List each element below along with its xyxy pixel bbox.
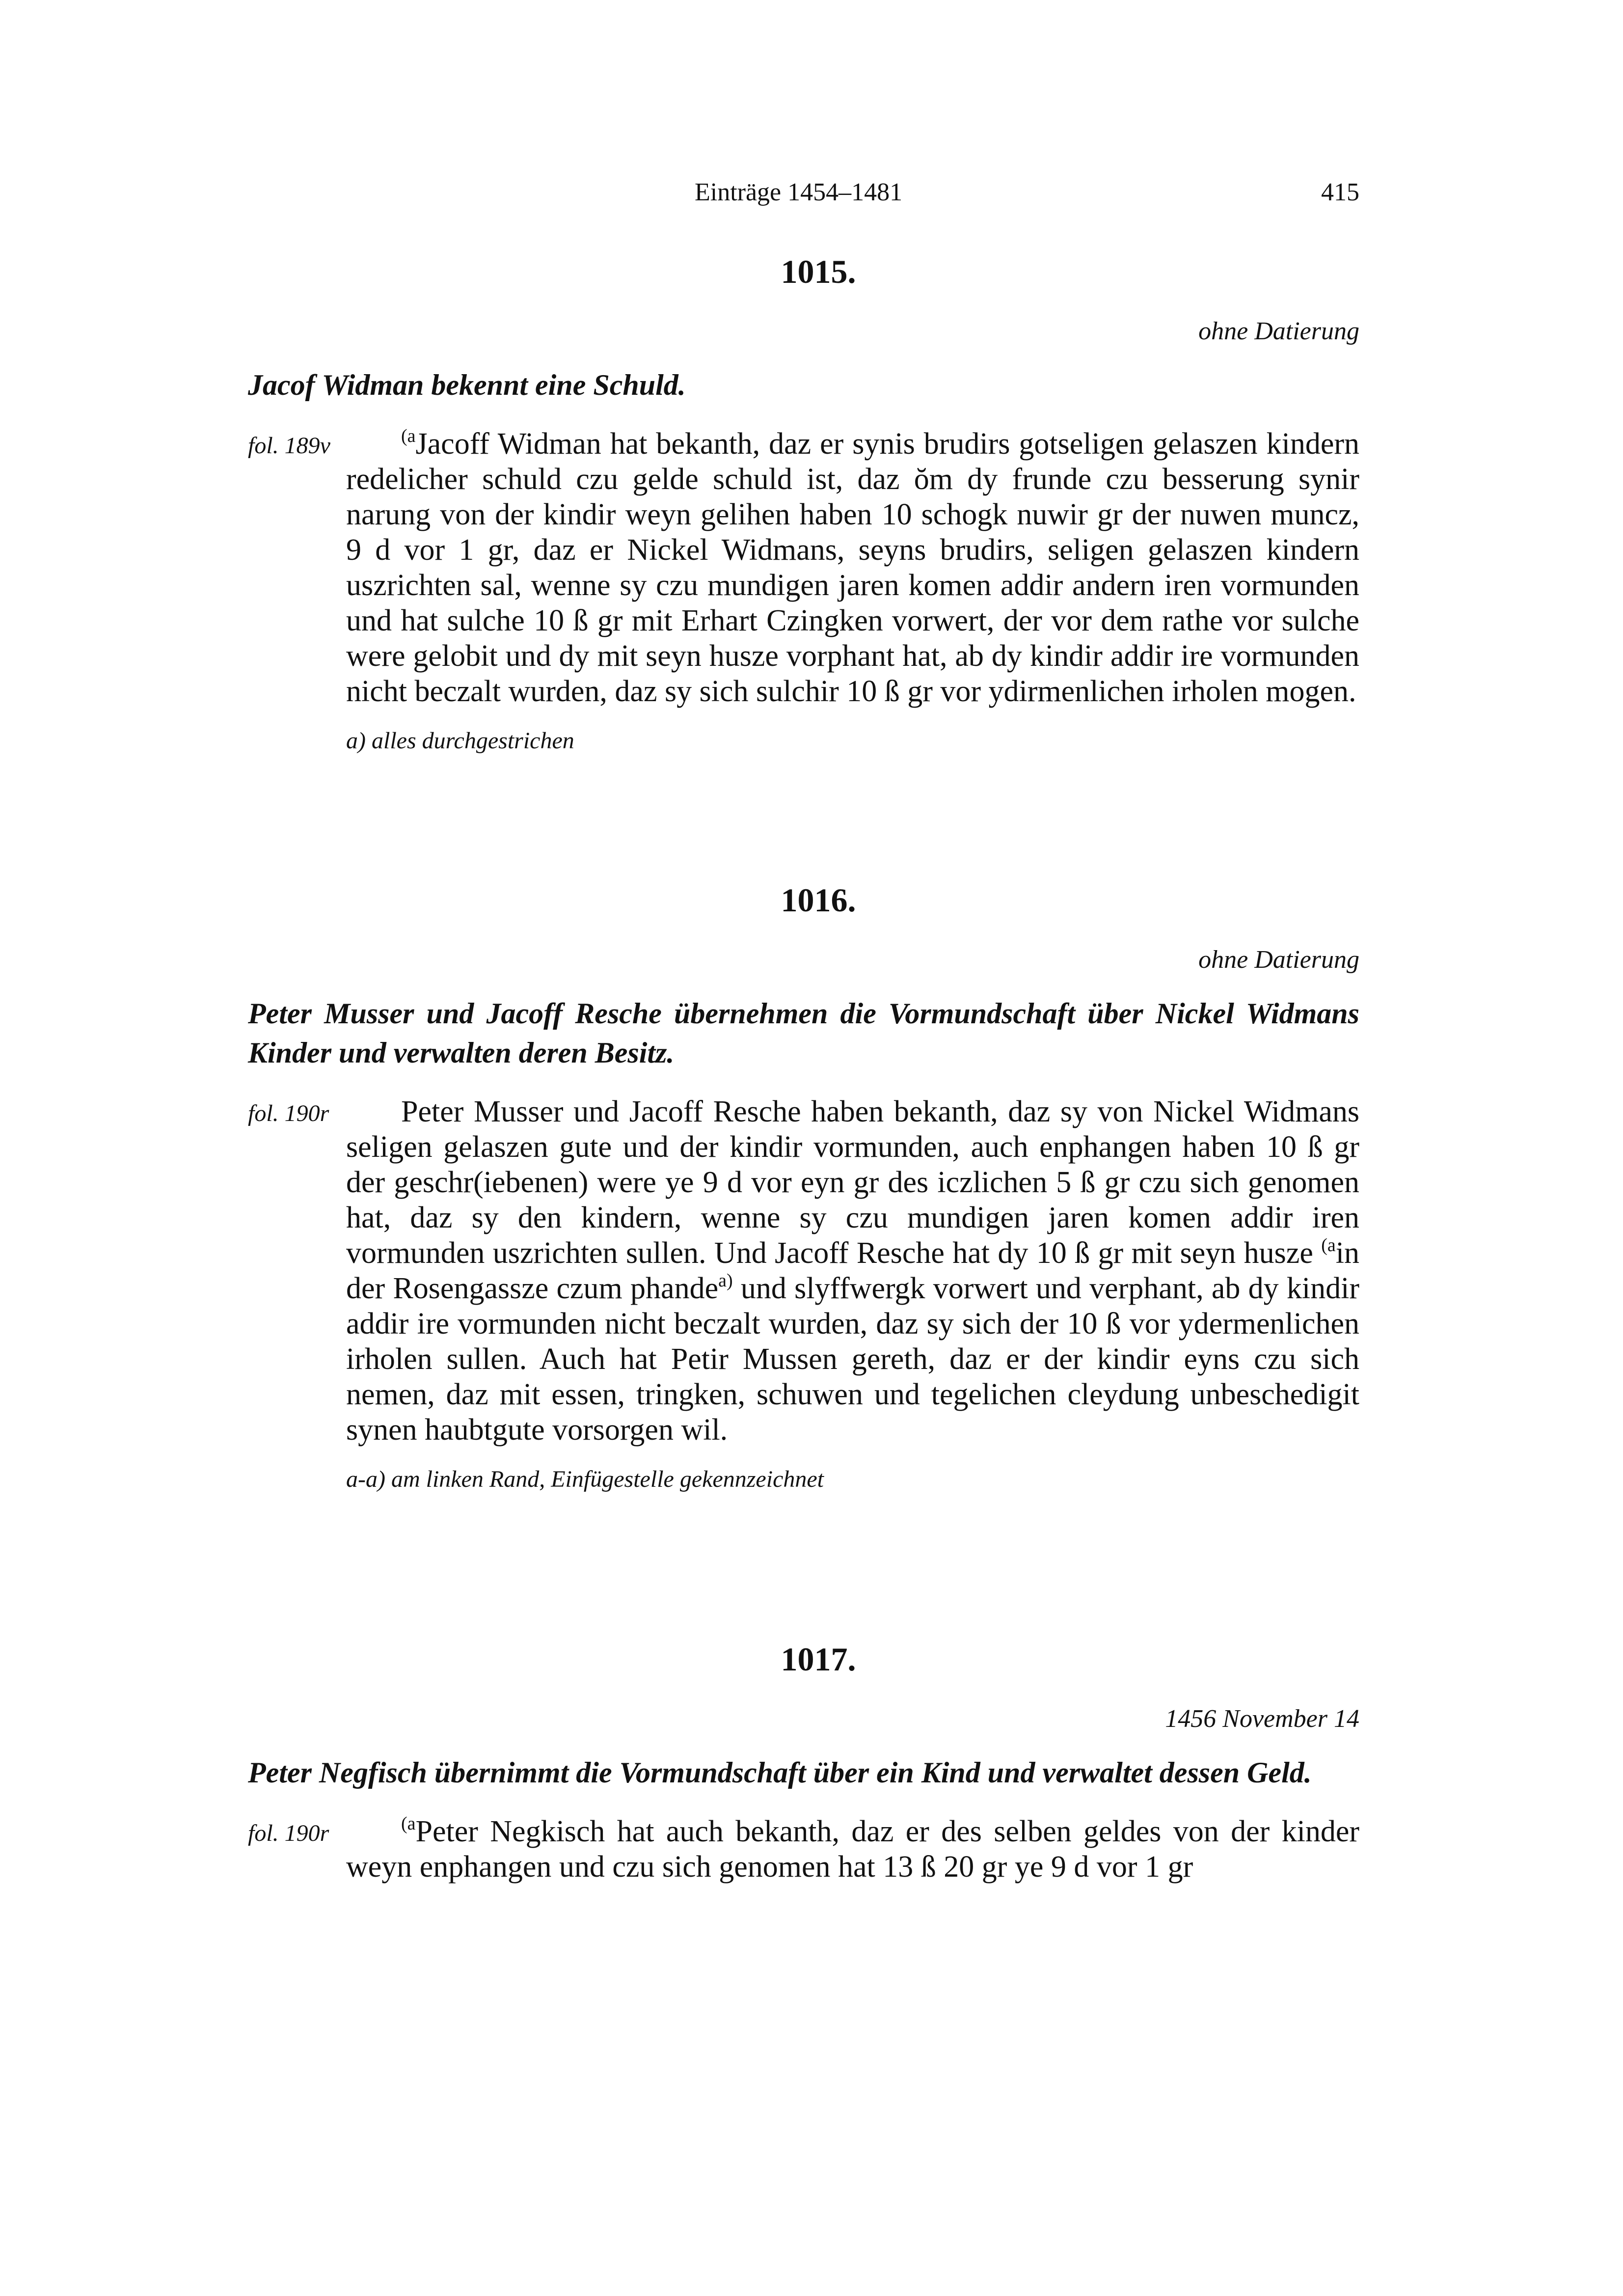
entry-summary: Peter Negfisch übernimmt die Vormundschaft über ein Kind und verwaltet dessen Geld. <box>248 1756 1312 1789</box>
entry-body <box>248 1094 1359 1448</box>
entry-1016 <box>248 880 1359 1495</box>
footnote-marker: (a <box>401 1813 416 1834</box>
entry-text-segment: Jacoff Widman hat bekanth, daz er synis brudirs gotseligen gelaszen kindern redelicher schuld czu gelde schuld ist, daz ŏm dy frunde czu besserung synir narung von der kindir weyn gelihen haben 10 schogk nuwir gr der nuwen muncz, 9 d vor 1 gr, daz er Nickel Widmans, seyns brudirs, seligen gelaszen kindern uszrichten sal, wenne sy czu mundigen jaren komen addir andern iren vormunden und hat sulche 10 ß gr mit Erhart Czingken vorwert, der vor dem rathe vor sulche were gelobit und dy mit seyn husze vorphant hat, ab dy kindir addir ire vormunden nicht beczalt wurden, daz sy sich sulchir 10 ß gr vor ydirmenlichen irholen mogen. <box>346 427 1359 708</box>
footnote-marker: a) <box>718 1270 733 1291</box>
entry-summary: Jacof Widman bekennt eine Schuld. <box>248 369 686 401</box>
entry-number: 1017. <box>781 1640 856 1678</box>
entry-text-segment: Peter Musser und Jacoff Resche haben bekanth, daz sy von Nickel Widmans seligen gelaszen gute und der kindir vormunden, auch enphangen haben 10 ß gr der geschr(iebenen) were ye 9 d vor eyn gr des iczlichen 5 ß gr czu sich genomen hat, daz sy den kindern, wenne sy czu mundigen jaren komen addir iren vormunden uszrichten sullen. Und Jacoff Resche hat dy 10 ß gr mit seyn husze <box>346 1095 1359 1270</box>
footnote: a) alles durchgestrichen <box>346 728 574 754</box>
entry-body <box>248 426 1359 709</box>
entry-text <box>346 1814 1359 1885</box>
folio-reference: fol. 189v <box>248 433 330 459</box>
footnote-marker: (a <box>401 426 416 446</box>
entry-date: ohne Datierung <box>1198 317 1359 345</box>
entry-1015 <box>248 251 1359 756</box>
entry-date: ohne Datierung <box>1198 946 1359 974</box>
folio-reference: fol. 190r <box>248 1820 329 1846</box>
entry-body <box>248 1814 1359 1885</box>
running-head-title: Einträge 1454–1481 <box>695 178 903 206</box>
entry-text-segment: Peter Negkisch hat auch bekanth, daz er des selben geldes von der kinder weyn enphangen und czu sich genomen hat 13 ß 20 gr ye 9 d vor 1 gr <box>346 1815 1359 1884</box>
entry-text <box>346 1094 1359 1448</box>
footnote-marker: (a <box>1321 1235 1336 1256</box>
entry-text <box>346 426 1359 709</box>
footnote: a-a) am linken Rand, Einfügestelle gekennzeichnet <box>346 1466 824 1492</box>
entry-text-segment: und slyffwergk vorwert und verphant, ab dy kindir addir ire vormunden nicht beczalt wurden, daz sy sich der 10 ß vor ydermenlichen irholen sullen. Auch hat Petir Mussen gereth, daz er der kindir eyns czu sich nemen, daz mit essen, tringken, schuwen und tegelichen cleydung unbeschedigit synen haubtgute vorsorgen wil. <box>346 1272 1360 1447</box>
page-number: 415 <box>1321 178 1359 206</box>
entry-1017 <box>248 1639 1359 1885</box>
folio-reference: fol. 190r <box>248 1100 329 1126</box>
entry-date: 1456 November 14 <box>1165 1705 1359 1733</box>
entry-text-segment: in der Rosengassze czum phande <box>346 1236 1359 1305</box>
entry-summary: Peter Musser und Jacoff Resche übernehmen die Vormundschaft über Nickel Widmans Kinder und verwalten deren Besitz. <box>248 997 1359 1069</box>
entry-number: 1016. <box>781 881 856 919</box>
running-head <box>0 178 1623 212</box>
entry-number: 1015. <box>781 253 856 290</box>
